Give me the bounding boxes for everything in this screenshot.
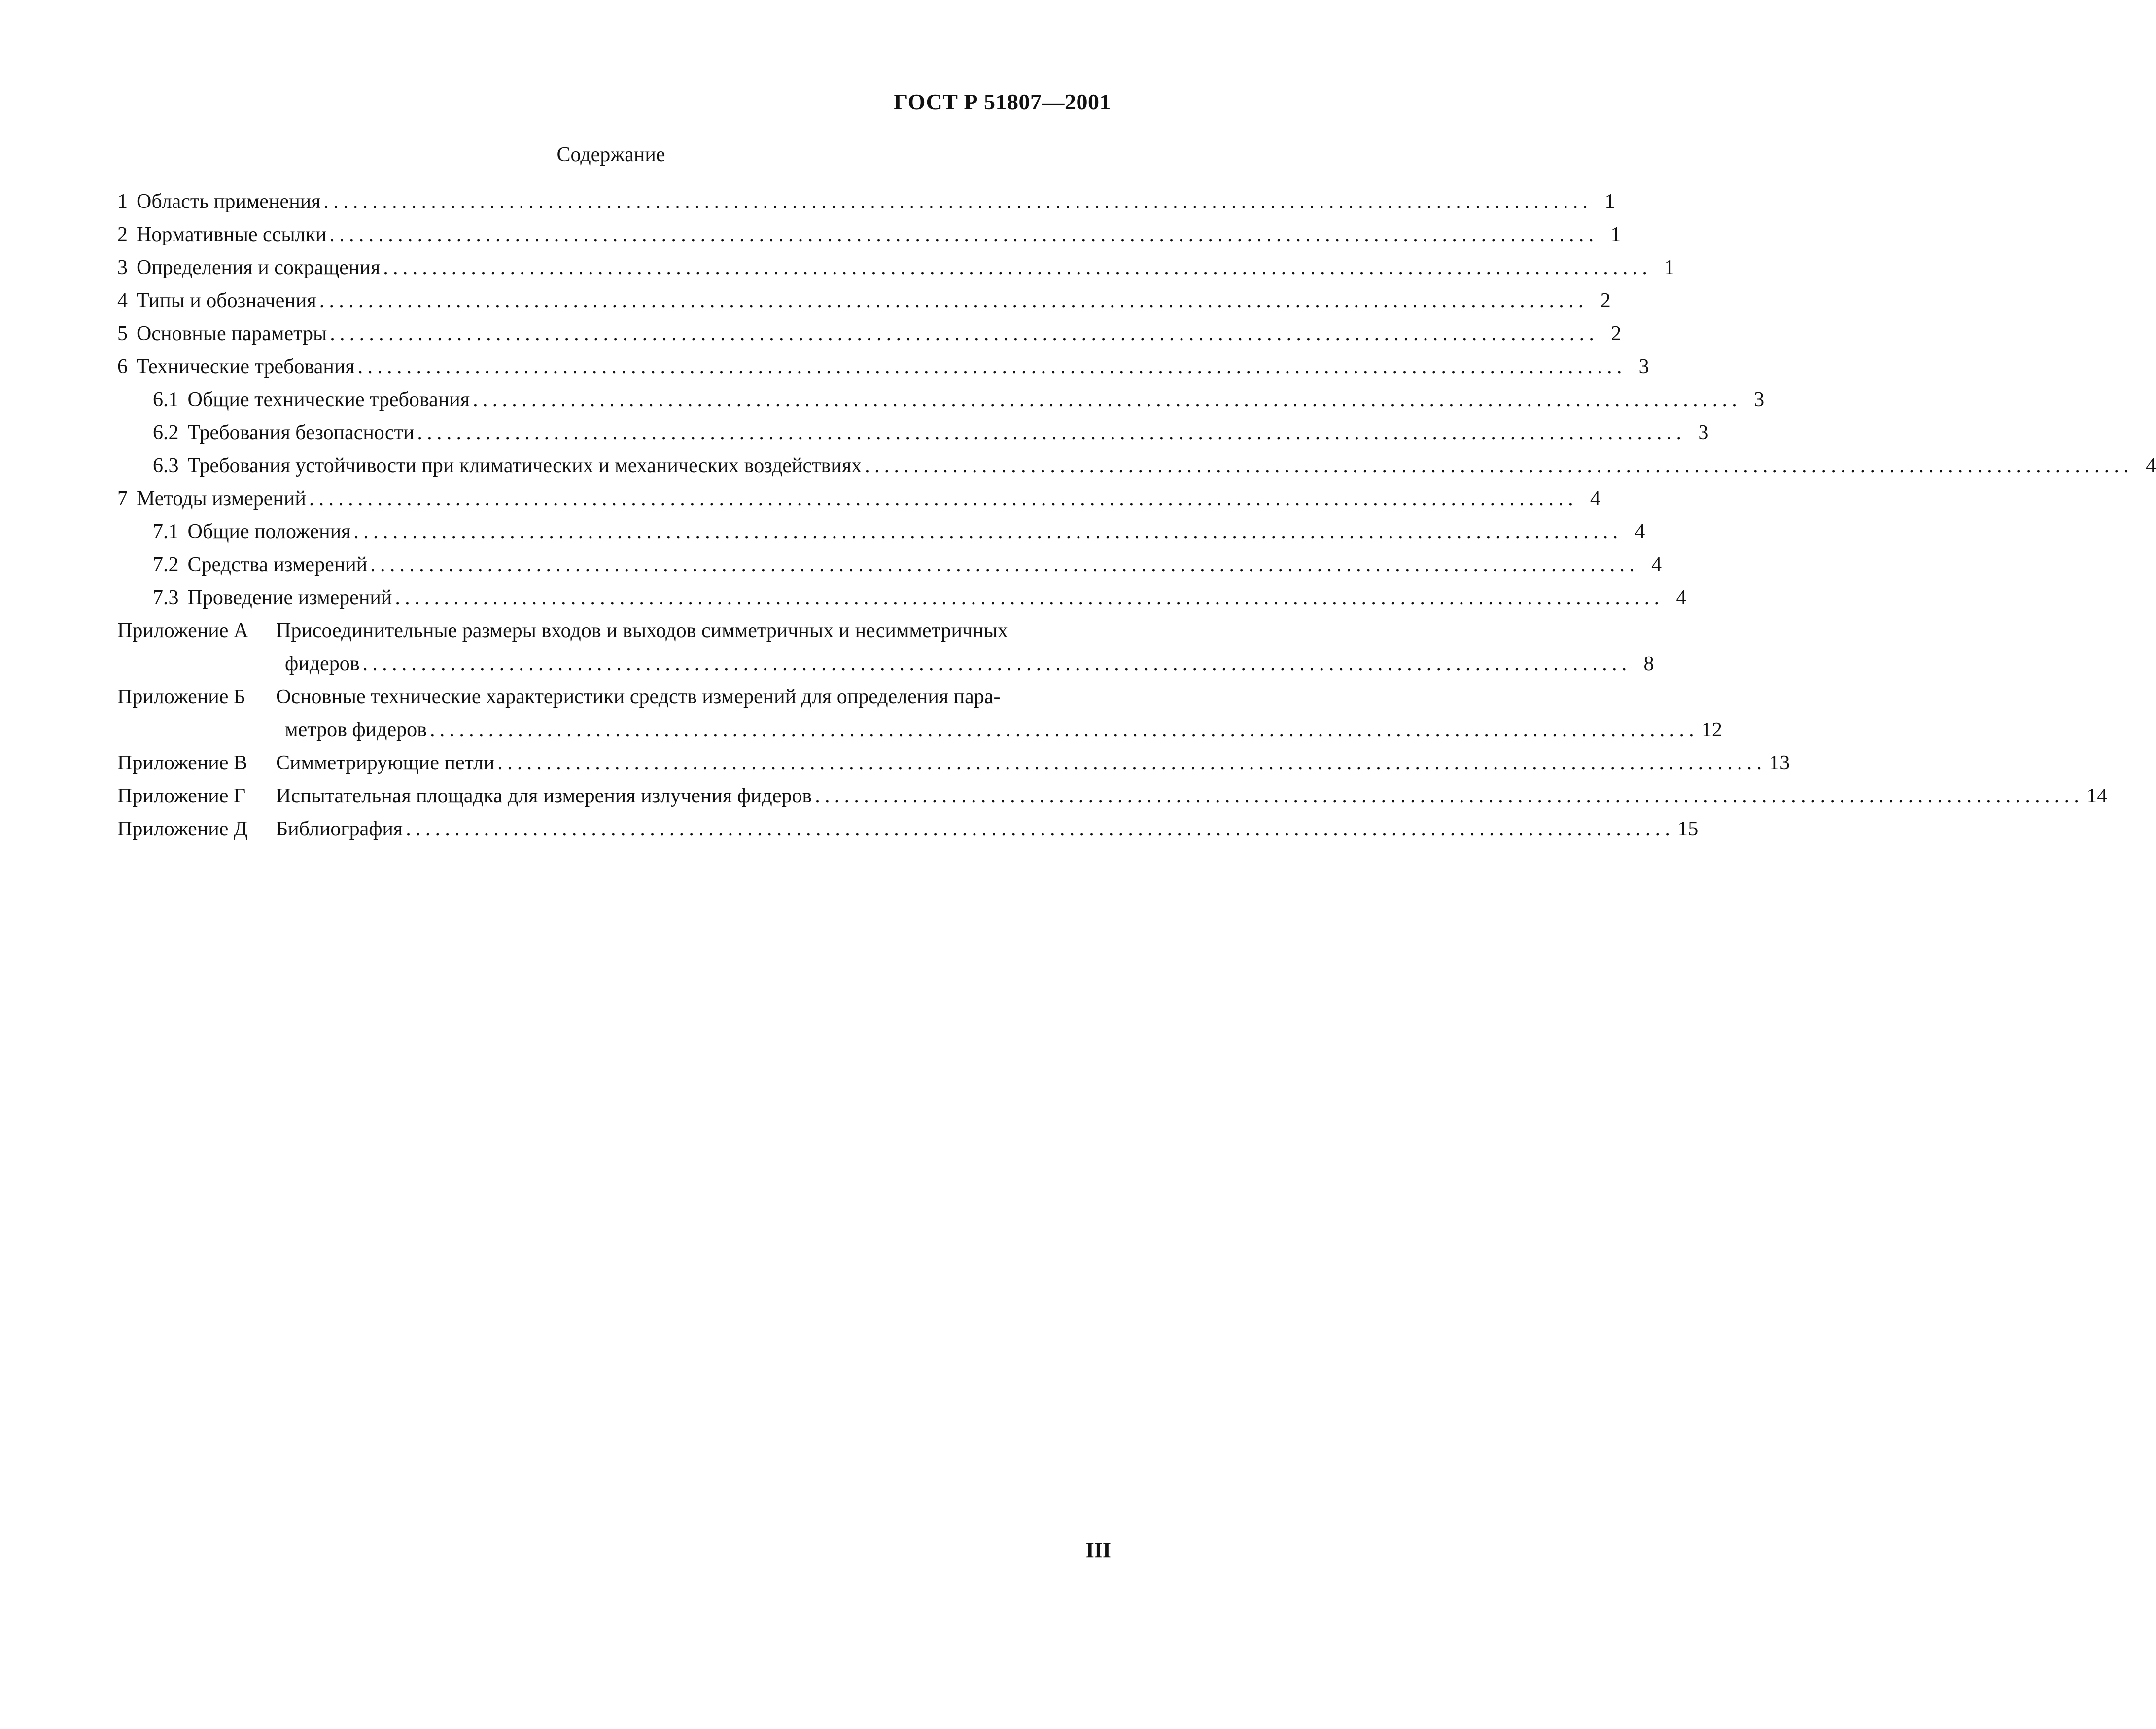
toc-item-page: 3 bbox=[1638, 355, 1649, 378]
toc-item-page: 2 bbox=[1611, 322, 1622, 345]
toc-leader-dots: .................................................................................................................................. bbox=[395, 587, 1664, 609]
toc-item-page: 2 bbox=[1600, 289, 1611, 312]
toc-item-label: Общие технические требования bbox=[187, 388, 470, 411]
toc-item-number: 5 bbox=[117, 322, 128, 345]
toc-title: Содержание bbox=[556, 143, 665, 166]
toc-appendix-name: Приложение Б bbox=[117, 686, 246, 708]
toc-appendix-label-continued: фидеров bbox=[285, 653, 360, 675]
toc-item-label: Проведение измерений bbox=[187, 587, 392, 609]
toc-item-label: Типы и обозначения bbox=[137, 289, 316, 312]
toc-leader-dots: .................................................................................................................................. bbox=[473, 388, 1742, 411]
toc-appendix-b[interactable] bbox=[117, 685, 1112, 718]
toc-item-page: 14 bbox=[2086, 785, 2108, 807]
toc-leader-dots: .................................................................................................................................. bbox=[353, 520, 1623, 543]
toc-item-page: 4 bbox=[1590, 487, 1600, 510]
toc-item-label: Нормативные ссылки bbox=[137, 223, 327, 246]
toc-item-7-2[interactable] bbox=[117, 553, 1662, 586]
toc-appendix-label: Библиография bbox=[276, 818, 403, 840]
toc-item-6[interactable] bbox=[117, 355, 1649, 388]
toc-item-page: 4 bbox=[2146, 454, 2156, 477]
toc-item-label: Основные параметры bbox=[137, 322, 327, 345]
toc-item-number: 7 bbox=[117, 487, 128, 510]
toc-appendix-name: Приложение Д bbox=[117, 818, 248, 840]
toc-appendix-a-continued[interactable] bbox=[117, 652, 1654, 685]
toc-item-6-3[interactable] bbox=[117, 454, 2156, 487]
toc-leader-dots: .................................................................................................................................. bbox=[865, 454, 2134, 477]
toc-appendix-name: Приложение В bbox=[117, 752, 247, 774]
toc-item-page: 1 bbox=[1664, 256, 1675, 279]
toc-item-number: 2 bbox=[117, 223, 128, 246]
toc-item-page: 8 bbox=[1643, 653, 1654, 675]
toc-item-4[interactable] bbox=[117, 289, 1611, 322]
toc-leader-dots: .................................................................................................................................. bbox=[357, 355, 1627, 378]
toc-item-label: Технические требования bbox=[137, 355, 355, 378]
toc-item-7-1[interactable] bbox=[117, 520, 1645, 553]
document-code: ГОСТ Р 51807—2001 bbox=[894, 89, 1111, 114]
toc-leader-dots: .................................................................................................................................. bbox=[815, 785, 2084, 807]
toc-item-3[interactable] bbox=[117, 256, 1675, 289]
toc-item-label: Средства измерений bbox=[187, 553, 368, 576]
toc-item-2[interactable] bbox=[117, 223, 1621, 256]
toc-leader-dots: .................................................................................................................................. bbox=[417, 421, 1686, 444]
toc-item-number: 6.3 bbox=[153, 454, 179, 477]
toc-item-page: 4 bbox=[1676, 587, 1687, 609]
toc-leader-dots: .................................................................................................................................. bbox=[309, 487, 1578, 510]
table-of-contents bbox=[117, 190, 2156, 850]
toc-item-number: 7.1 bbox=[153, 520, 179, 543]
toc-item-label: Требования устойчивости при климатических и механических воздействиях bbox=[187, 454, 862, 477]
toc-item-page: 12 bbox=[1701, 719, 1722, 741]
toc-item-number: 1 bbox=[117, 190, 128, 213]
toc-appendix-v[interactable] bbox=[117, 751, 1790, 784]
toc-appendix-b-continued[interactable] bbox=[117, 718, 1722, 751]
toc-item-number: 3 bbox=[117, 256, 128, 279]
toc-item-page: 15 bbox=[1677, 818, 1699, 840]
toc-item-label: Требования безопасности bbox=[187, 421, 415, 444]
toc-appendix-label: Испытательная площадка для измерения излучения фидеров bbox=[276, 785, 812, 807]
toc-appendix-name: Приложение А bbox=[117, 620, 249, 642]
toc-appendix-a[interactable] bbox=[117, 619, 1112, 652]
toc-leader-dots: .................................................................................................................................. bbox=[362, 653, 1632, 675]
toc-item-page: 1 bbox=[1610, 223, 1621, 246]
toc-item-number: 7.2 bbox=[153, 553, 179, 576]
toc-leader-dots: .................................................................................................................................. bbox=[323, 190, 1593, 213]
toc-appendix-label-continued: метров фидеров bbox=[285, 719, 427, 741]
toc-item-number: 7.3 bbox=[153, 587, 179, 609]
toc-leader-dots: .................................................................................................................................. bbox=[429, 719, 1699, 741]
toc-item-number: 6.1 bbox=[153, 388, 179, 411]
toc-item-5[interactable] bbox=[117, 322, 1622, 355]
toc-leader-dots: .................................................................................................................................. bbox=[383, 256, 1652, 279]
toc-item-label: Определения и сокращения bbox=[137, 256, 381, 279]
toc-appendix-label: Присоединительные размеры входов и выходов симметричных и несимметричных bbox=[276, 620, 1008, 642]
toc-leader-dots: .................................................................................................................................. bbox=[329, 223, 1599, 246]
toc-appendix-label: Основные технические характеристики средств измерений для определения пара- bbox=[276, 686, 1001, 708]
toc-appendix-label: Симметрирующие петли bbox=[276, 752, 495, 774]
toc-appendix-d[interactable] bbox=[117, 817, 1699, 850]
toc-item-6-1[interactable] bbox=[117, 388, 1765, 421]
toc-leader-dots: .................................................................................................................................. bbox=[330, 322, 1599, 345]
toc-item-1[interactable] bbox=[117, 190, 1615, 223]
toc-item-page: 4 bbox=[1651, 553, 1662, 576]
toc-appendix-g[interactable] bbox=[117, 784, 2108, 817]
toc-item-label: Общие положения bbox=[187, 520, 351, 543]
toc-item-page: 4 bbox=[1634, 520, 1645, 543]
toc-item-7-3[interactable] bbox=[117, 586, 1687, 619]
toc-item-6-2[interactable] bbox=[117, 421, 1709, 454]
toc-item-label: Методы измерений bbox=[137, 487, 306, 510]
toc-item-number: 6 bbox=[117, 355, 128, 378]
page-number: III bbox=[1085, 1538, 1111, 1562]
toc-item-page: 1 bbox=[1604, 190, 1615, 213]
toc-leader-dots: .................................................................................................................................. bbox=[406, 818, 1675, 840]
toc-item-number: 4 bbox=[117, 289, 128, 312]
toc-item-page: 13 bbox=[1769, 752, 1790, 774]
toc-item-label: Область применения bbox=[137, 190, 321, 213]
toc-item-7[interactable] bbox=[117, 487, 1600, 520]
toc-leader-dots: .................................................................................................................................. bbox=[319, 289, 1588, 312]
toc-leader-dots: .................................................................................................................................. bbox=[497, 752, 1767, 774]
toc-item-page: 3 bbox=[1754, 388, 1765, 411]
toc-appendix-name: Приложение Г bbox=[117, 785, 246, 807]
toc-item-number: 6.2 bbox=[153, 421, 179, 444]
toc-item-page: 3 bbox=[1698, 421, 1709, 444]
toc-leader-dots: .................................................................................................................................. bbox=[370, 553, 1639, 576]
